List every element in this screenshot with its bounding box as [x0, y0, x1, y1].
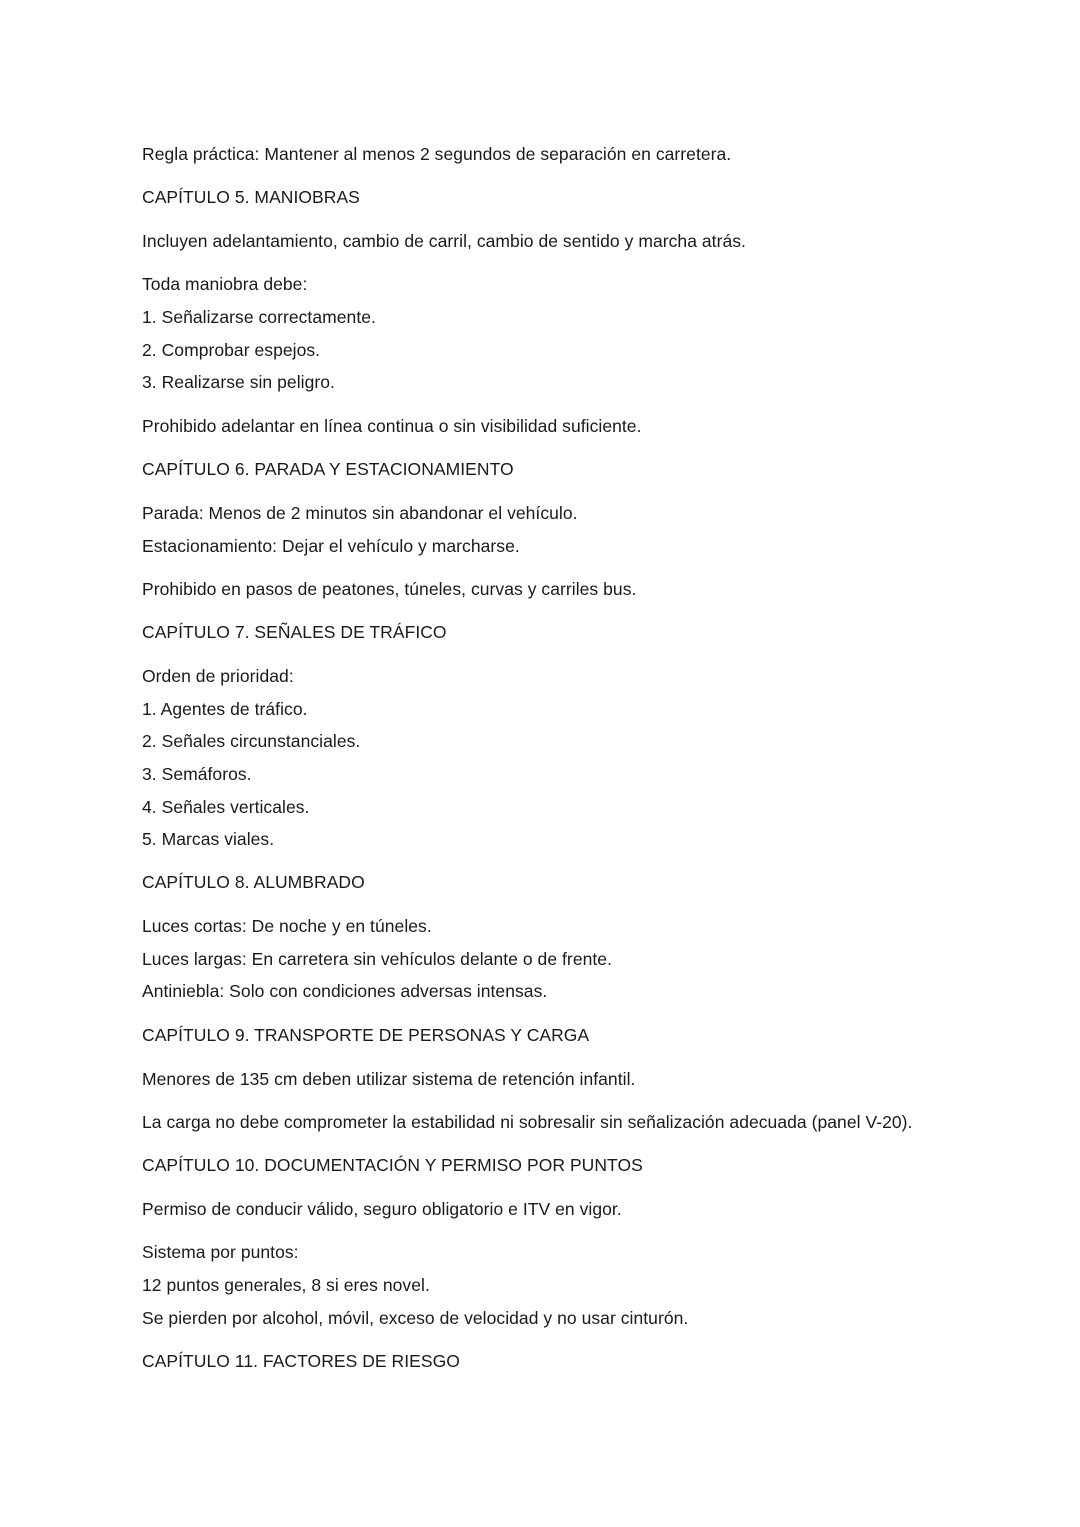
paragraph-maneuver-must: Toda maniobra debe: — [142, 274, 308, 294]
list-item: 3. Semáforos. — [142, 764, 252, 784]
paragraph-points-system: Sistema por puntos: — [142, 1242, 299, 1262]
list-item: 1. Agentes de tráfico. — [142, 699, 308, 719]
paragraph-priority-order: Orden de prioridad: — [142, 666, 294, 686]
list-item: 5. Marcas viales. — [142, 829, 275, 849]
heading-chapter-10: CAPÍTULO 10. DOCUMENTACIÓN Y PERMISO POR PUNTOS — [142, 1155, 643, 1175]
heading-chapter-8: CAPÍTULO 8. ALUMBRADO — [142, 872, 365, 892]
heading-chapter-6: CAPÍTULO 6. PARADA Y ESTACIONAMIENTO — [142, 459, 514, 479]
heading-chapter-7: CAPÍTULO 7. SEÑALES DE TRÁFICO — [142, 622, 447, 642]
list-item: 2. Señales circunstanciales. — [142, 731, 361, 751]
paragraph-stop-definition: Parada: Menos de 2 minutos sin abandonar el vehículo. — [142, 503, 578, 523]
list-item: 3. Realizarse sin peligro. — [142, 372, 335, 392]
paragraph-safety-rule: Regla práctica: Mantener al menos 2 segundos de separación en carretera. — [142, 144, 732, 164]
paragraph-cargo: La carga no debe comprometer la estabilidad ni sobresalir sin señalización adecuada (panel V-20). — [142, 1112, 913, 1132]
paragraph-overtaking-prohibited: Prohibido adelantar en línea continua o sin visibilidad suficiente. — [142, 416, 642, 436]
list-item: 2. Comprobar espejos. — [142, 340, 321, 360]
heading-chapter-9: CAPÍTULO 9. TRANSPORTE DE PERSONAS Y CARGA — [142, 1025, 590, 1045]
list-item: 4. Señales verticales. — [142, 797, 310, 817]
list-item: 1. Señalizarse correctamente. — [142, 307, 376, 327]
paragraph-fog-lights: Antiniebla: Solo con condiciones adversas intensas. — [142, 981, 548, 1001]
paragraph-parking-prohibited: Prohibido en pasos de peatones, túneles, curvas y carriles bus. — [142, 579, 637, 599]
heading-chapter-11: CAPÍTULO 11. FACTORES DE RIESGO — [142, 1351, 460, 1371]
paragraph-points-loss: Se pierden por alcohol, móvil, exceso de velocidad y no usar cinturón. — [142, 1308, 689, 1328]
paragraph-required-documents: Permiso de conducir válido, seguro obligatorio e ITV en vigor. — [142, 1199, 622, 1219]
heading-chapter-5: CAPÍTULO 5. MANIOBRAS — [142, 187, 360, 207]
paragraph-high-beams: Luces largas: En carretera sin vehículos delante o de frente. — [142, 949, 612, 969]
paragraph-parking-definition: Estacionamiento: Dejar el vehículo y marcharse. — [142, 536, 520, 556]
paragraph-low-beams: Luces cortas: De noche y en túneles. — [142, 916, 432, 936]
paragraph-points-count: 12 puntos generales, 8 si eres novel. — [142, 1275, 430, 1295]
paragraph-maneuvers-intro: Incluyen adelantamiento, cambio de carril, cambio de sentido y marcha atrás. — [142, 231, 746, 251]
paragraph-child-restraint: Menores de 135 cm deben utilizar sistema de retención infantil. — [142, 1069, 636, 1089]
